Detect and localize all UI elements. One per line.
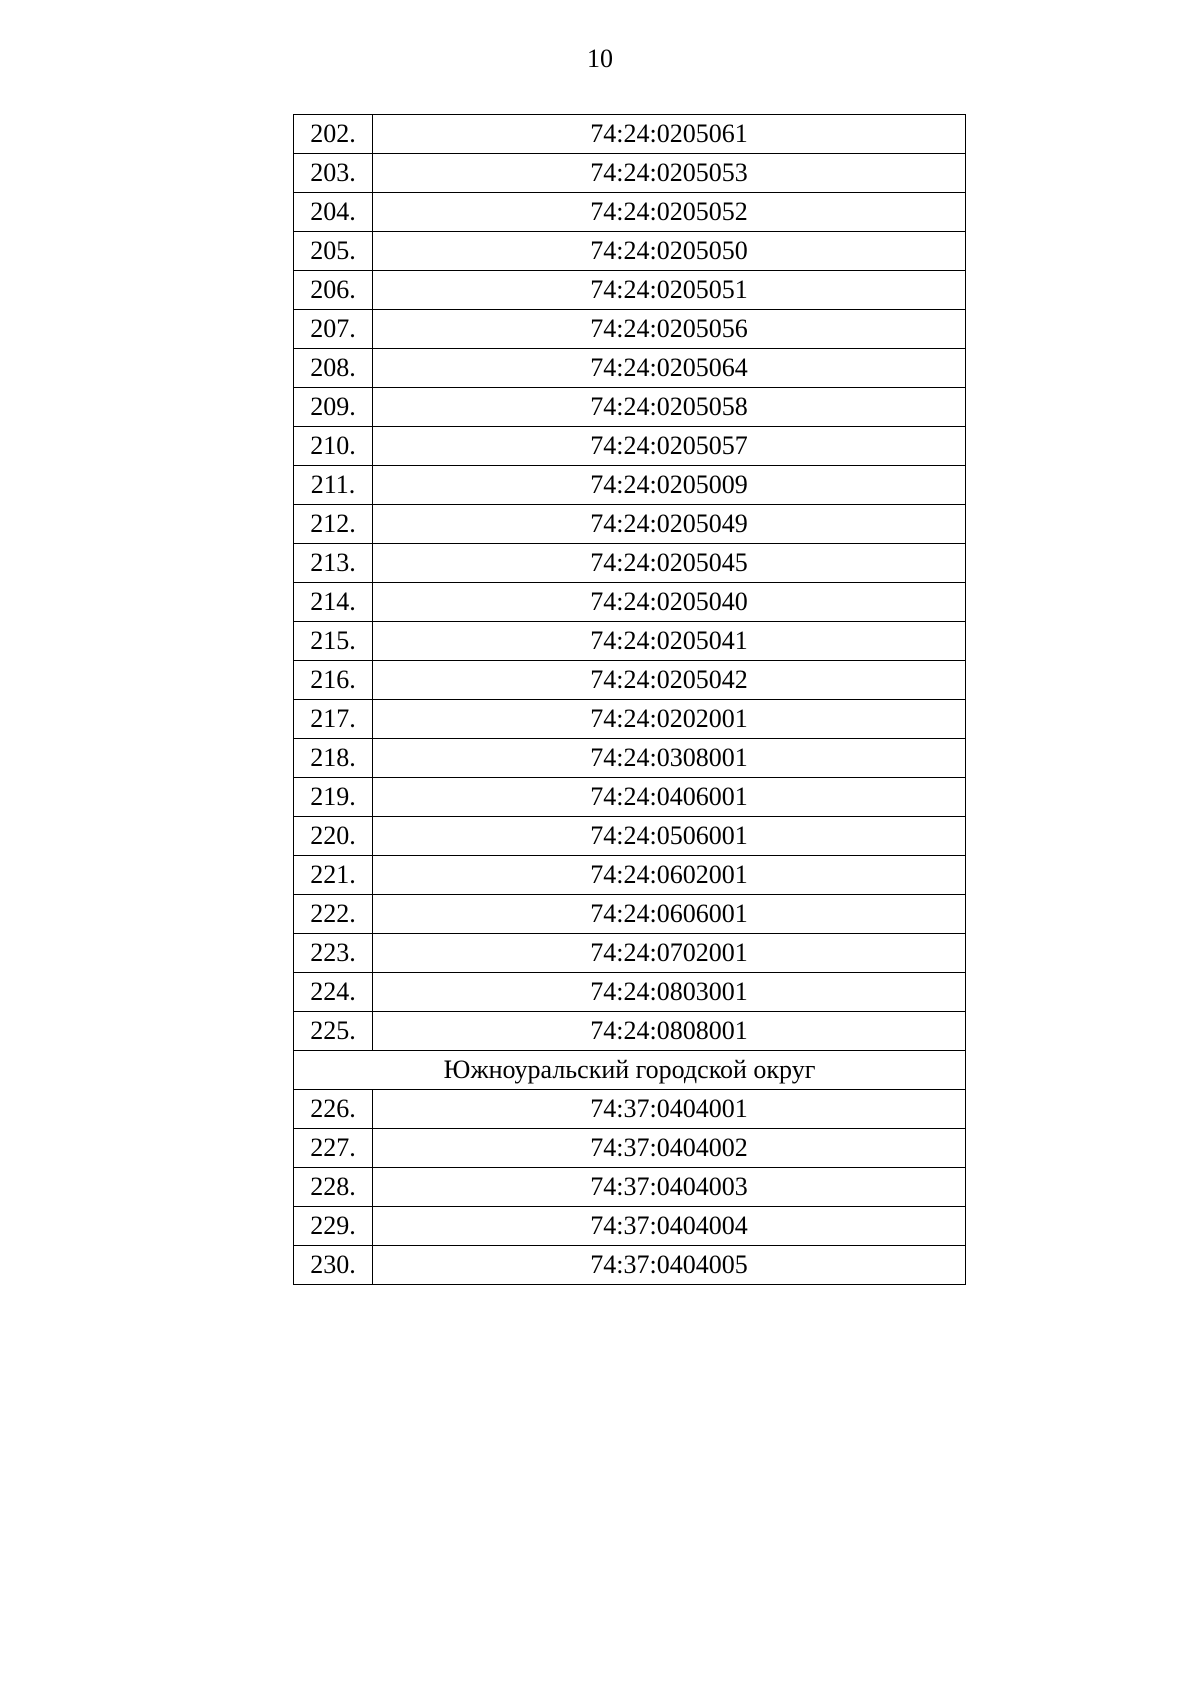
row-number: 205. <box>294 232 373 271</box>
table-row <box>294 193 966 232</box>
cadastral-quarter-number: 74:24:0205049 <box>373 505 966 544</box>
cadastral-quarter-number: 74:24:0506001 <box>373 817 966 856</box>
section-header-row <box>294 1051 966 1090</box>
row-number: 212. <box>294 505 373 544</box>
cadastral-quarter-number: 74:24:0205040 <box>373 583 966 622</box>
row-number: 203. <box>294 154 373 193</box>
page-number: 10 <box>587 44 613 73</box>
row-number: 221. <box>294 856 373 895</box>
row-number: 213. <box>294 544 373 583</box>
cadastral-quarter-number: 74:24:0205057 <box>373 427 966 466</box>
row-number: 215. <box>294 622 373 661</box>
cadastral-quarter-number: 74:24:0602001 <box>373 856 966 895</box>
cadastral-quarter-number: 74:37:0404004 <box>373 1207 966 1246</box>
table-row <box>294 1246 966 1285</box>
row-number: 229. <box>294 1207 373 1246</box>
cadastral-quarter-number: 74:37:0404003 <box>373 1168 966 1207</box>
table-row <box>294 1012 966 1051</box>
cadastral-quarter-number: 74:24:0205041 <box>373 622 966 661</box>
section-title: Южноуральский городской округ <box>294 1051 966 1090</box>
table-row <box>294 973 966 1012</box>
table-row <box>294 700 966 739</box>
table-row <box>294 583 966 622</box>
cadastral-quarter-number: 74:24:0702001 <box>373 934 966 973</box>
cadastral-quarter-number: 74:37:0404005 <box>373 1246 966 1285</box>
cadastral-quarter-number: 74:24:0808001 <box>373 1012 966 1051</box>
row-number: 226. <box>294 1090 373 1129</box>
table-row <box>294 232 966 271</box>
cadastral-quarter-number: 74:24:0308001 <box>373 739 966 778</box>
cadastral-quarter-number: 74:24:0606001 <box>373 895 966 934</box>
table-row <box>294 310 966 349</box>
table-row <box>294 544 966 583</box>
table-row <box>294 622 966 661</box>
cadastral-quarter-number: 74:24:0406001 <box>373 778 966 817</box>
cadastral-quarter-number: 74:24:0205064 <box>373 349 966 388</box>
row-number: 206. <box>294 271 373 310</box>
table-row <box>294 934 966 973</box>
row-number: 209. <box>294 388 373 427</box>
table-row <box>294 505 966 544</box>
row-number: 230. <box>294 1246 373 1285</box>
row-number: 210. <box>294 427 373 466</box>
table-row <box>294 895 966 934</box>
row-number: 225. <box>294 1012 373 1051</box>
row-number: 223. <box>294 934 373 973</box>
table-row <box>294 388 966 427</box>
table-row <box>294 349 966 388</box>
table-row <box>294 817 966 856</box>
row-number: 224. <box>294 973 373 1012</box>
table-row <box>294 154 966 193</box>
row-number: 217. <box>294 700 373 739</box>
row-number: 216. <box>294 661 373 700</box>
cadastral-quarter-number: 74:24:0205053 <box>373 154 966 193</box>
row-number: 218. <box>294 739 373 778</box>
row-number: 214. <box>294 583 373 622</box>
row-number: 211. <box>294 466 373 505</box>
cadastral-quarter-number: 74:24:0205045 <box>373 544 966 583</box>
table-row <box>294 115 966 154</box>
table-row <box>294 271 966 310</box>
cadastral-quarter-number: 74:24:0205042 <box>373 661 966 700</box>
row-number: 222. <box>294 895 373 934</box>
cadastral-quarter-number: 74:24:0205061 <box>373 115 966 154</box>
cadastral-quarter-number: 74:24:0205058 <box>373 388 966 427</box>
table-row <box>294 661 966 700</box>
cadastral-quarter-number: 74:24:0205050 <box>373 232 966 271</box>
row-number: 228. <box>294 1168 373 1207</box>
row-number: 204. <box>294 193 373 232</box>
cadastral-quarter-number: 74:24:0205009 <box>373 466 966 505</box>
row-number: 227. <box>294 1129 373 1168</box>
row-number: 219. <box>294 778 373 817</box>
row-number: 202. <box>294 115 373 154</box>
table-row <box>294 466 966 505</box>
row-number: 208. <box>294 349 373 388</box>
cadastral-quarter-number: 74:24:0205056 <box>373 310 966 349</box>
cadastral-quarter-number: 74:37:0404001 <box>373 1090 966 1129</box>
table-row <box>294 778 966 817</box>
row-number: 207. <box>294 310 373 349</box>
cadastral-quarter-number: 74:24:0205052 <box>373 193 966 232</box>
table-row <box>294 1207 966 1246</box>
cadastral-quarter-number: 74:37:0404002 <box>373 1129 966 1168</box>
cadastral-table-body <box>294 115 966 1285</box>
table-row <box>294 1129 966 1168</box>
table-row <box>294 427 966 466</box>
row-number: 220. <box>294 817 373 856</box>
table-row <box>294 1168 966 1207</box>
cadastral-quarter-number: 74:24:0803001 <box>373 973 966 1012</box>
cadastral-quarter-number: 74:24:0205051 <box>373 271 966 310</box>
table-row <box>294 739 966 778</box>
table-row <box>294 856 966 895</box>
table-row <box>294 1090 966 1129</box>
cadastral-table <box>293 114 966 1285</box>
cadastral-quarter-number: 74:24:0202001 <box>373 700 966 739</box>
